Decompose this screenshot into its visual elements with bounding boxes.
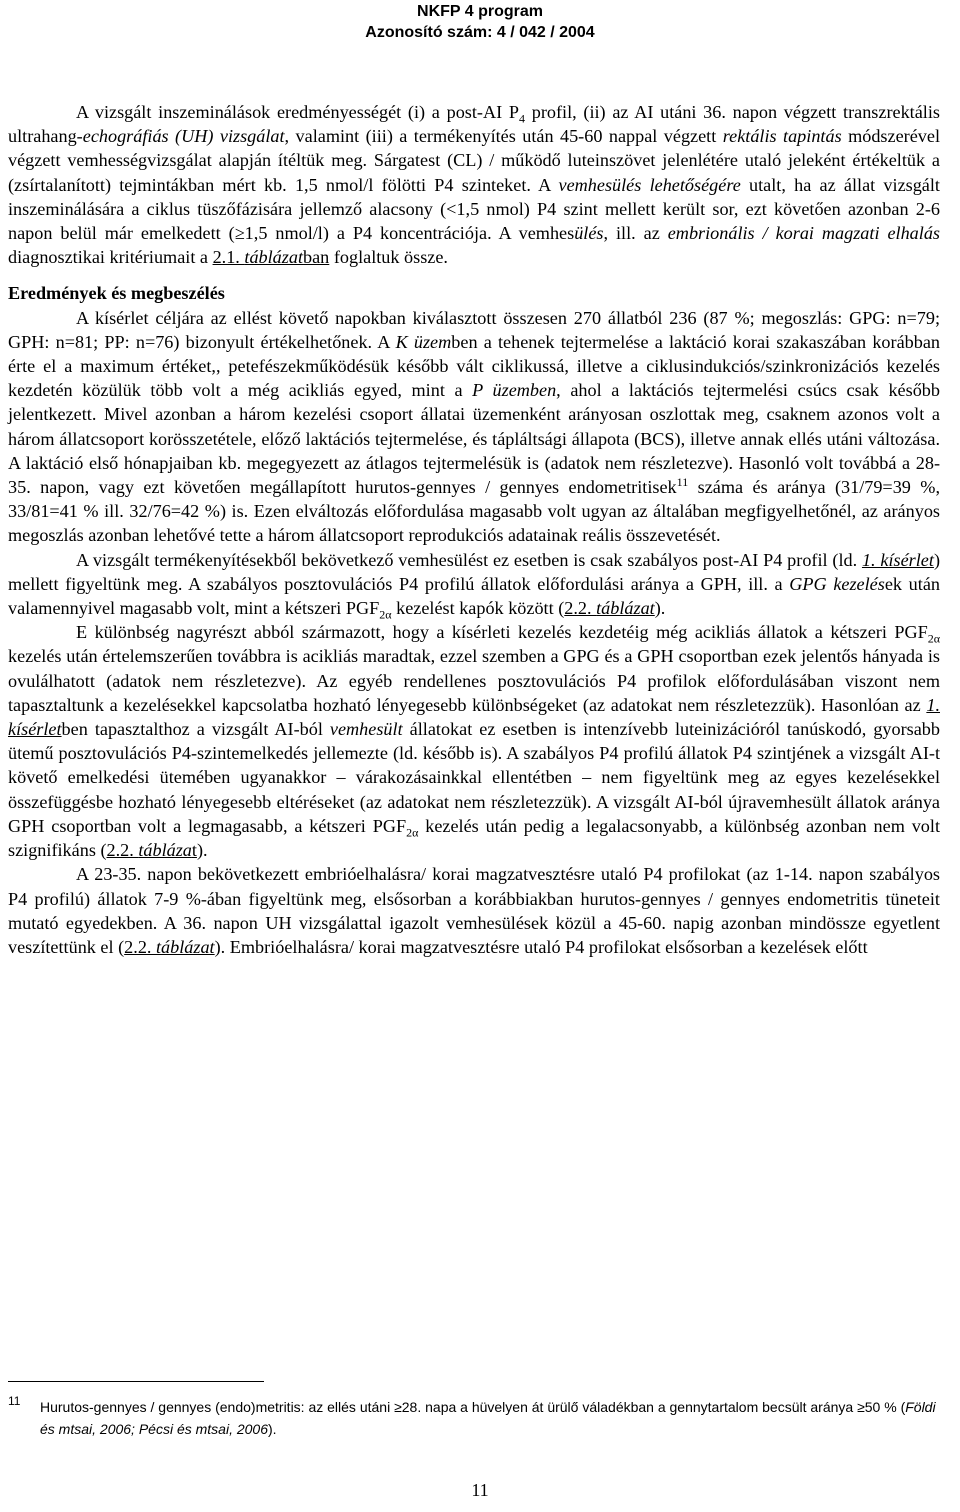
experiment-ref[interactable]: 1. kísérlet [8,694,940,740]
footnote-text: Hurutos-gennyes / gennyes (endo)metritis: az ellés utáni ≥28. napa a hüvelyen át ürülő váladékban a gennytartalom becsült aránya ≥50 % (Földi és mtsai, 2006; Pécsi és mtsai, 2006). [40,1399,936,1437]
body-text [8,100,940,959]
footnote-number: 11 [8,1394,21,1408]
section-heading: Eredmények és megbeszélés [8,283,225,304]
footnote-ref[interactable]: 11 [676,474,689,489]
header-program: NKFP 4 program [417,3,543,20]
footnote [8,1396,948,1440]
table-ref-2-2[interactable]: 2.2. [106,840,139,861]
paragraph-results-4: A 23-35. napon bekövetkezett embrióelhalásra/ korai magzatvesztésre utaló P4 profilokat (az 1-14. napon szabályos P4 profilú) állatok 7-9 %-ában figyeltünk meg, elsősorban a korábbiakban hurutos-gennyes / gennyes endometritis tüneteit mutató egyedekben. A 36. napon UH vizsgálattal igazolt vemhesülések közül a 45-60. napig azonban mindössze egyetlent veszítettünk el (2.2. táblázat). Embrióelhalásra/ korai magzatvesztésre utaló P4 profilokat elsősorban a kezelések előtt [8,864,940,957]
table-ref-2-2[interactable]: 2.2. [124,936,156,957]
paragraph-results-1: A kísérlet céljára az ellést követő napokban kiválasztott összesen 270 állatból 236 (87 %; megoszlás: GPG: n=79; GPH: n=81; PP: n=76) bizonyult értékelhetőnek. A K üzemben a tehenek tejtermelése a laktáció korai szakaszában korábban érte el a maximum értéket,, petefészekműködésük később vált ciklikussá, illetve a ciklusindukciós/szinkronizációs kezelés kezdetén közülük több volt a még acikliás egyed, mint a P üzemben, ahol a laktációs tejtermelési csúcs csak később jelentkezett. Mivel azonban a három kezelési csoport állatai üzemenként arányosan oszlottak meg, csaknem azonos volt a három állatcsoport korösszetétele, előző laktációs tejtermelése, és tápláltsági állapota (BCS), illetve annak ellés utáni változása. A laktáció első hónapjaiban kb. megegyezett az átlagos tejtermelésük is (adatok nem részletezve). Hasonló volt továbbá a 28-35. napon, vagy ezt követően megállapított hurutos-gennyes / gennyes endometritisek$^{11}$ száma és aránya (31/79=39 %, 33/81=41 % ill. 32/76=42 %) is. Ezen elváltozás előfordulása magasabb volt ugyan az általában megfigyelhetőnél, az arányos megoszlás azonban lehetővé tette a három állatcsoport reprodukciós adatainak reális összevetését. [8,307,940,546]
page-number: 11 [471,1480,489,1500]
paragraph-results-2: A vizsgált termékenyítésekből bekövetkező vemhesülést ez esetben is csak szabályos post-AI P4 profil (ld. 1. kísérlet) mellett figyeltünk meg. A szabályos posztovulációs P4 profilú állatok előfordulási aránya a GPH, ill. a GPG kezelések után valamennyivel magasabb volt, mint a kétszeri $PGF_{2\alpha}$ kezelést kapók között (2.2. táblázat). [8,549,940,622]
experiment-ref[interactable]: 1. kísérlet [861,549,934,570]
table-ref-2-1[interactable]: 2.1. [212,247,245,268]
footnote-divider [8,1381,264,1382]
table-ref-2-2[interactable]: 2.2. [564,598,597,619]
header-id: Azonosító szám: 4 / 042 / 2004 [365,24,595,41]
paragraph-methods: A vizsgált inszeminálások eredményességét (i) a post-AI $P_4$ profil, (ii) az AI utáni 36. napon végzett transzrektális ultrahang-echográfiás (UH) vizsgálat, valamint (iii) a termékenyítés után 45-60 nappal végzett rektális tapintás módszerével végzett vemhességvizsgálat alapján ítéltük meg. Sárgatest (CL) / működő luteinszövet jelenlétére utaló jeleként értékeltük a (zsírtalanított) tejmintákban mért kb. 1,5 nmol/l fölötti P4 szinteket. A vemhesülés lehetőségére utalt, ha az állat vizsgált inszeminálására a ciklus tüszőfázisára jellemző alacsony (<1,5 nmol) P4 szint mellett került sor, ezt követően azonban 2-6 napon belül már emelkedett (≥1,5 nmol/l) a P4 koncentrációja. A vemhesülés, ill. az embrionális / korai magzati elhalás diagnosztikai kritériumait a 2.1. táblázatban foglaltuk össze. [8,102,940,268]
page-header [0,0,960,43]
paragraph-results-3: E különbség nagyrészt abból származott, hogy a kísérleti kezelés kezdetéig még acikliás állatok a kétszeri $PGF_{2\alpha}$ kezelés után értelemszerűen továbbra is acikliás maradtak, ezzel szemben a GPG és a GPH csoportban ezek jelentős hányada is ovulálhatott (adatok nem részletezve). Az egyéb rendellenes posztovulációs P4 profilok előfordulásában viszont nem tapasztaltunk a kezelésekkel kapcsolatba hozható lényegesebb különbségeket (az adatokat nem részletezzük). Hasonlóan az 1. kísérletben tapasztalthoz a vizsgált AI-ból vemhesült állatokat ez esetben is intenzívebb luteinizációról tanúskodó, gyorsabb ütemű posztovulációs P4-szintemelkedés jellemezte (ld. később is). A szabályos P4 profilú állatok P4 szintjének a vizsgált AI-t követő emelkedési ütemében ugyanakkor – várakozásainkkal ellentétben – nem figyeltünk meg az egyes kezelésekkel összefüggésbe hozható lényegesebb eltéréseket (az adatokat nem részletezzük). A vizsgált AI-ból újravemhesült állatok aránya GPH csoportban volt a legmagasabb, a kétszeri $PGF_{2\alpha}$ kezelés után pedig a legalacsonyabb, a különbség azonban nem volt szignifikáns (2.2. táblázat). [8,622,940,861]
